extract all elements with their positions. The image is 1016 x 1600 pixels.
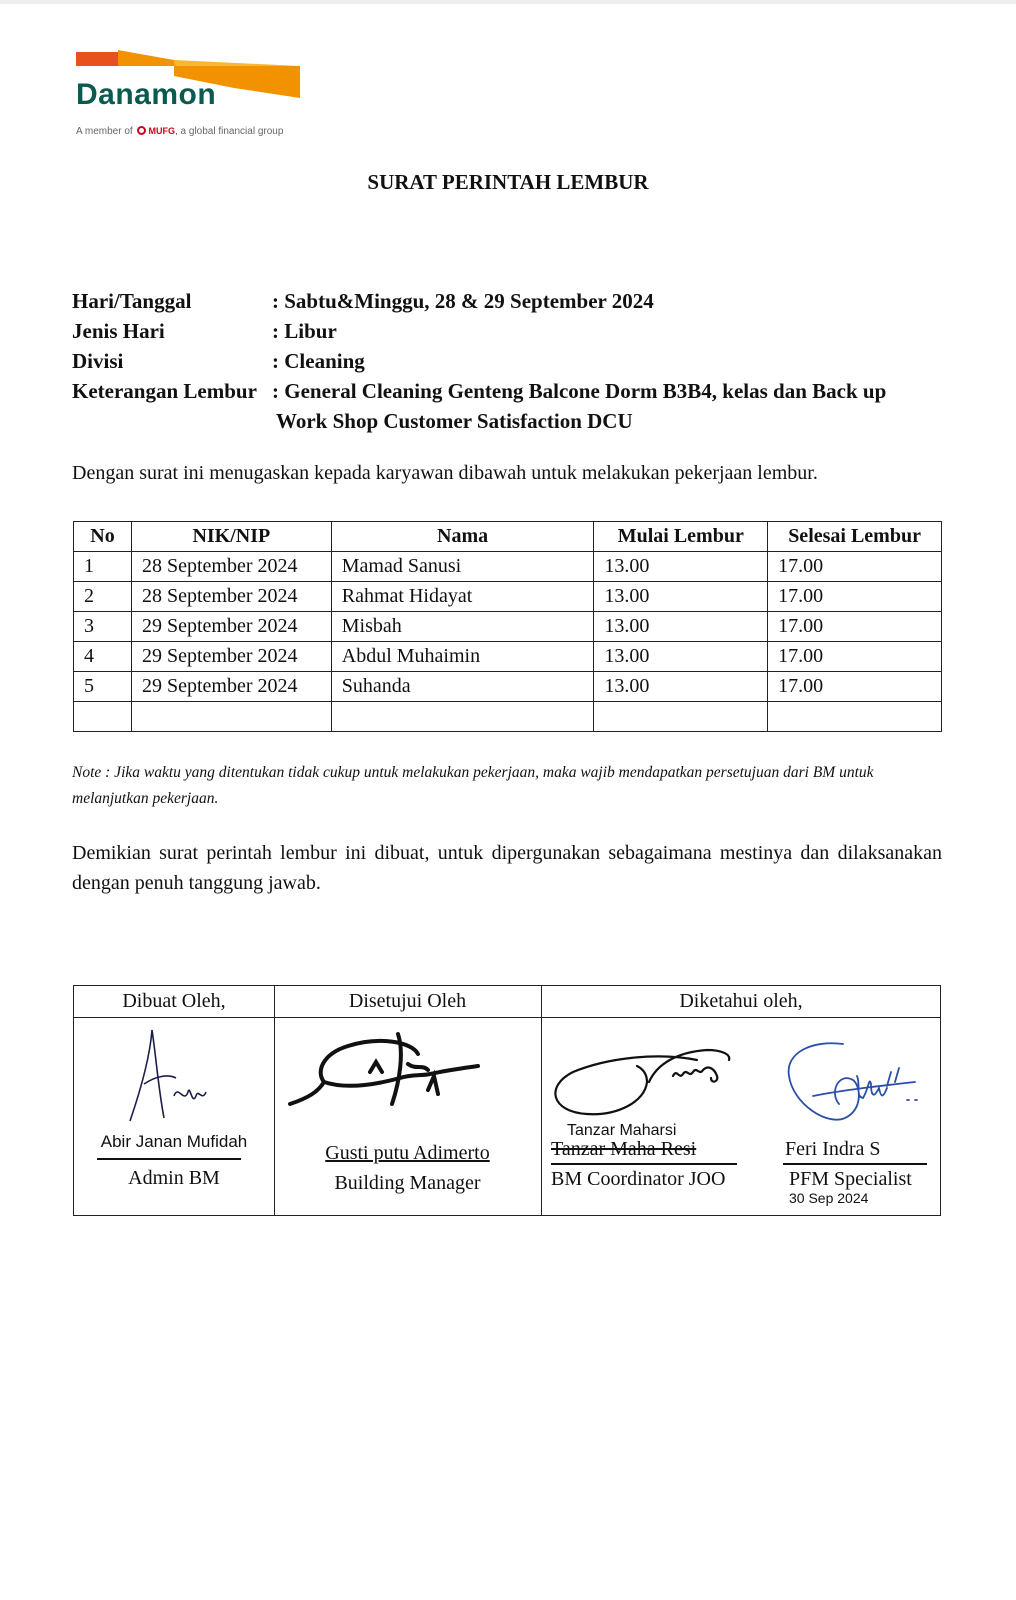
signature-approved-by — [274, 986, 542, 1215]
handwritten-name-tanzar: Tanzar Maharsi — [567, 1122, 677, 1139]
signature-heading: Diketahui oleh, — [541, 986, 941, 1018]
signer-role-gusti: Building Manager — [334, 1172, 481, 1194]
cell-mulai — [594, 702, 768, 732]
signer-underline — [783, 1163, 927, 1165]
info-row-description: Keterangan Lembur : General Cleaning Genteng Balcone Dorm B3B4, kelas dan Back up Work Shop Customer Satisfaction DCU — [72, 379, 887, 433]
cell-nik: 29 September 2024 — [131, 642, 331, 672]
table-row — [74, 582, 942, 612]
cell-nik: 28 September 2024 — [131, 552, 331, 582]
table-row — [74, 552, 942, 582]
signer-underline — [551, 1163, 737, 1165]
cell-no: 2 — [74, 582, 132, 612]
signature-made-by — [74, 986, 275, 1215]
signer-underline — [97, 1158, 241, 1160]
signer-name-tanzar: Tanzar Maha Resi — [551, 1138, 697, 1160]
col-header-no: No — [74, 522, 132, 552]
signature-table — [73, 985, 941, 1216]
cell-nama: Misbah — [331, 612, 594, 642]
signer-role-tanzar: BM Coordinator JOO — [551, 1168, 726, 1190]
signer-role-abir: Admin BM — [128, 1167, 220, 1189]
logo-wordmark: Danamon — [76, 78, 217, 111]
signer-name-feri: Feri Indra S — [785, 1138, 881, 1160]
closing-text: Demikian surat perintah lembur ini dibuat, untuk dipergunakan sebagaimana mestinya dan dilaksanakan dengan penuh tanggung jawab. — [72, 842, 942, 894]
col-header-mulai: Mulai Lembur — [594, 522, 768, 552]
cell-nama: Suhanda — [331, 672, 594, 702]
col-header-selesai: Selesai Lembur — [768, 522, 942, 552]
top-border — [0, 0, 1016, 4]
logo-tagline: A member of MUFG, a global financial group — [76, 126, 284, 137]
cell-no: 3 — [74, 612, 132, 642]
cell-selesai: 17.00 — [768, 612, 942, 642]
signature-date-feri: 30 Sep 2024 — [789, 1190, 869, 1206]
danamon-logo — [74, 48, 314, 143]
info-row-day-type: Jenis Hari : Libur — [72, 319, 337, 343]
table-row — [74, 642, 942, 672]
cell-nik — [131, 702, 331, 732]
signer-name-abir: Abir Janan Mufidah — [100, 1132, 248, 1151]
signer-name-gusti: Gusti putu Adimerto — [325, 1142, 490, 1164]
cell-nik: 28 September 2024 — [131, 582, 331, 612]
cell-nama: Mamad Sanusi — [331, 552, 594, 582]
table-row — [74, 672, 942, 702]
overtime-table — [73, 521, 942, 732]
info-row-date: Hari/Tanggal : Sabtu&Minggu, 28 & 29 September 2024 — [72, 289, 654, 313]
table-row — [74, 702, 942, 732]
table-row — [74, 612, 942, 642]
col-header-nik: NIK/NIP — [131, 522, 331, 552]
cell-selesai: 17.00 — [768, 672, 942, 702]
cell-no — [74, 702, 132, 732]
signature-feri-icon — [783, 1042, 923, 1132]
cell-mulai: 13.00 — [594, 612, 768, 642]
cell-selesai: 17.00 — [768, 642, 942, 672]
intro-text: Dengan surat ini menugaskan kepada karyawan dibawah untuk melakukan pekerjaan lembur. — [72, 462, 818, 484]
cell-mulai: 13.00 — [594, 582, 768, 612]
note-text: Note : Jika waktu yang ditentukan tidak cukup untuk melakukan pekerjaan, maka wajib mendapatkan persetujuan dari BM untuk melanjutkan pekerjaan. — [72, 764, 874, 807]
cell-no: 4 — [74, 642, 132, 672]
cell-nik: 29 September 2024 — [131, 672, 331, 702]
info-block — [72, 286, 932, 436]
cell-nama: Rahmat Hidayat — [331, 582, 594, 612]
col-header-nama: Nama — [331, 522, 594, 552]
cell-mulai: 13.00 — [594, 552, 768, 582]
signature-heading: Dibuat Oleh, — [74, 986, 274, 1018]
cell-nama — [331, 702, 594, 732]
cell-selesai: 17.00 — [768, 582, 942, 612]
cell-no: 1 — [74, 552, 132, 582]
cell-nik: 29 September 2024 — [131, 612, 331, 642]
cell-selesai — [768, 702, 942, 732]
signature-tanzar-icon — [547, 1042, 737, 1118]
table-header-row — [74, 522, 942, 552]
signature-gusti-icon — [288, 1028, 488, 1118]
cell-nama: Abdul Muhaimin — [331, 642, 594, 672]
cell-mulai: 13.00 — [594, 642, 768, 672]
document-title: SURAT PERINTAH LEMBUR — [367, 170, 649, 194]
signer-role-feri: PFM Specialist — [789, 1168, 912, 1190]
info-row-division: Divisi : Cleaning — [72, 349, 365, 373]
cell-no: 5 — [74, 672, 132, 702]
signature-heading: Disetujui Oleh — [274, 986, 541, 1018]
cell-selesai: 17.00 — [768, 552, 942, 582]
mufg-icon — [137, 126, 146, 135]
cell-mulai: 13.00 — [594, 672, 768, 702]
signature-known-by — [541, 986, 941, 1215]
signature-abir-icon — [122, 1026, 222, 1126]
